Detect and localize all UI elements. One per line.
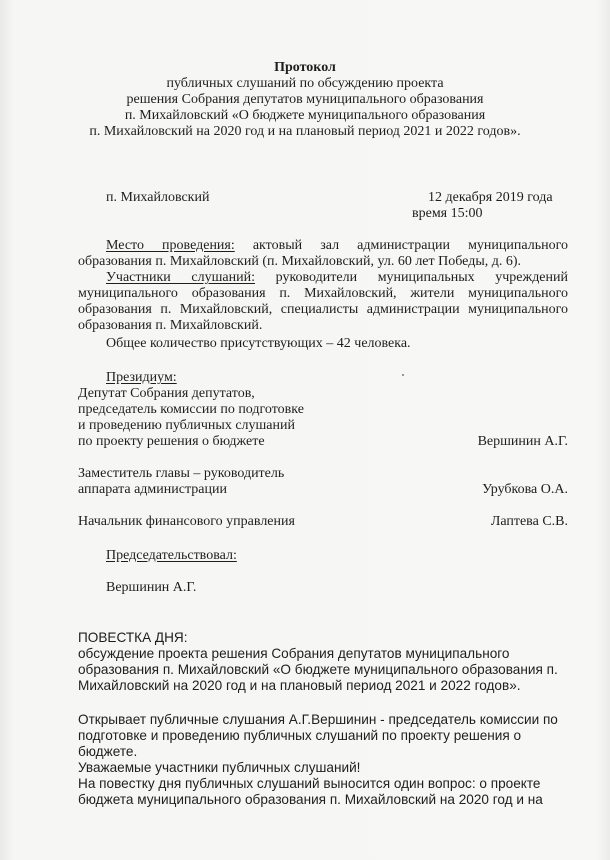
title-line-4: п. Михайловский на 2020 год и на плановый период 2021 и 2022 годов». (89, 124, 521, 139)
venue-line-1 (106, 238, 568, 254)
opening-line-4: Уважаемые участники публичных слушаний! (78, 760, 361, 775)
title-line-1: публичных слушаний по обсуждению проекта (166, 76, 444, 91)
opening-line-3: бюджете. (78, 744, 138, 759)
participants-line-2: муниципального образования п. Михайловский, жители муниципального (78, 286, 568, 301)
chair-label: Председательствовал: (106, 548, 237, 563)
presidium-label: Президиум: (106, 370, 177, 385)
presidium-member-3-line-1: Начальник финансового управления (78, 514, 295, 529)
participants-line-1 (106, 270, 568, 286)
venue-line-2: образования п. Михайловский (п. Михайловский, ул. 60 лет Победы, д. 6). (78, 254, 522, 269)
opening-line-2: подготовке и проведению публичных слушаний по проекту решения о (78, 728, 522, 743)
opening-line-6: бюджета муниципального образования п. Михайловский на 2020 год и на (78, 792, 543, 807)
title-line-3: п. Михайловский «О бюджете муниципального образования (124, 108, 486, 123)
time-text: время 15:00 (412, 206, 483, 221)
presidium-member-1-name: Вершинин А.Г. (477, 434, 568, 449)
participants-line-4: образования п. Михайловский. (78, 318, 263, 333)
participants-label: Участники слушаний: (106, 270, 255, 285)
agenda-line-1: обсуждение проекта решения Собрания депутатов муниципального (78, 646, 510, 661)
presidium-member-1-line-4: по проекту решения о бюджете (78, 434, 265, 449)
venue-label: Место проведения: (106, 238, 235, 253)
chair-name: Вершинин А.Г. (106, 580, 197, 595)
participants-line-3: образования п. Михайловский, специалисты администрации муниципального (78, 302, 568, 317)
agenda-line-2: образования п. Михайловский «О бюджете муниципального образования п. (78, 662, 558, 677)
presidium-member-3-name: Лаптева С.В. (490, 514, 568, 529)
participants-line-1-rest: руководители муниципальных учреждений (275, 270, 569, 285)
opening-line-5: На повестку дня публичных слушаний выносится один вопрос: о проекте (78, 776, 541, 791)
agenda-heading: ПОВЕСТКА ДНЯ: (78, 630, 188, 645)
title-line-2: решения Собрания депутатов муниципального образования (126, 92, 484, 107)
presidium-member-2-line-1: Заместитель главы – руководитель (78, 466, 285, 481)
presidium-member-1-line-2: председатель комиссии по подготовке (78, 402, 304, 417)
opening-line-1: Открывает публичные слушания А.Г.Вершинин - председатель комиссии по (78, 712, 558, 727)
attendance-text: Общее количество присутствующих – 42 человека. (106, 336, 411, 351)
presidium-member-1-line-3: и проведению публичных слушаний (78, 418, 295, 433)
scan-speck (402, 374, 404, 376)
presidium-member-2-line-2: аппарата администрации (78, 482, 227, 497)
place-text: п. Михайловский (106, 190, 210, 205)
venue-line-1-rest: актовый зал администрации муниципального (252, 238, 568, 253)
presidium-member-2-name: Урубкова О.А. (482, 482, 568, 497)
agenda-line-3: Михайловский на 2020 год и на плановый период 2021 и 2022 годов». (78, 678, 521, 693)
document-title: Протокол (274, 60, 336, 75)
date-text: 12 декабря 2019 года (428, 190, 553, 205)
presidium-member-1-line-1: Депутат Собрания депутатов, (78, 386, 255, 401)
